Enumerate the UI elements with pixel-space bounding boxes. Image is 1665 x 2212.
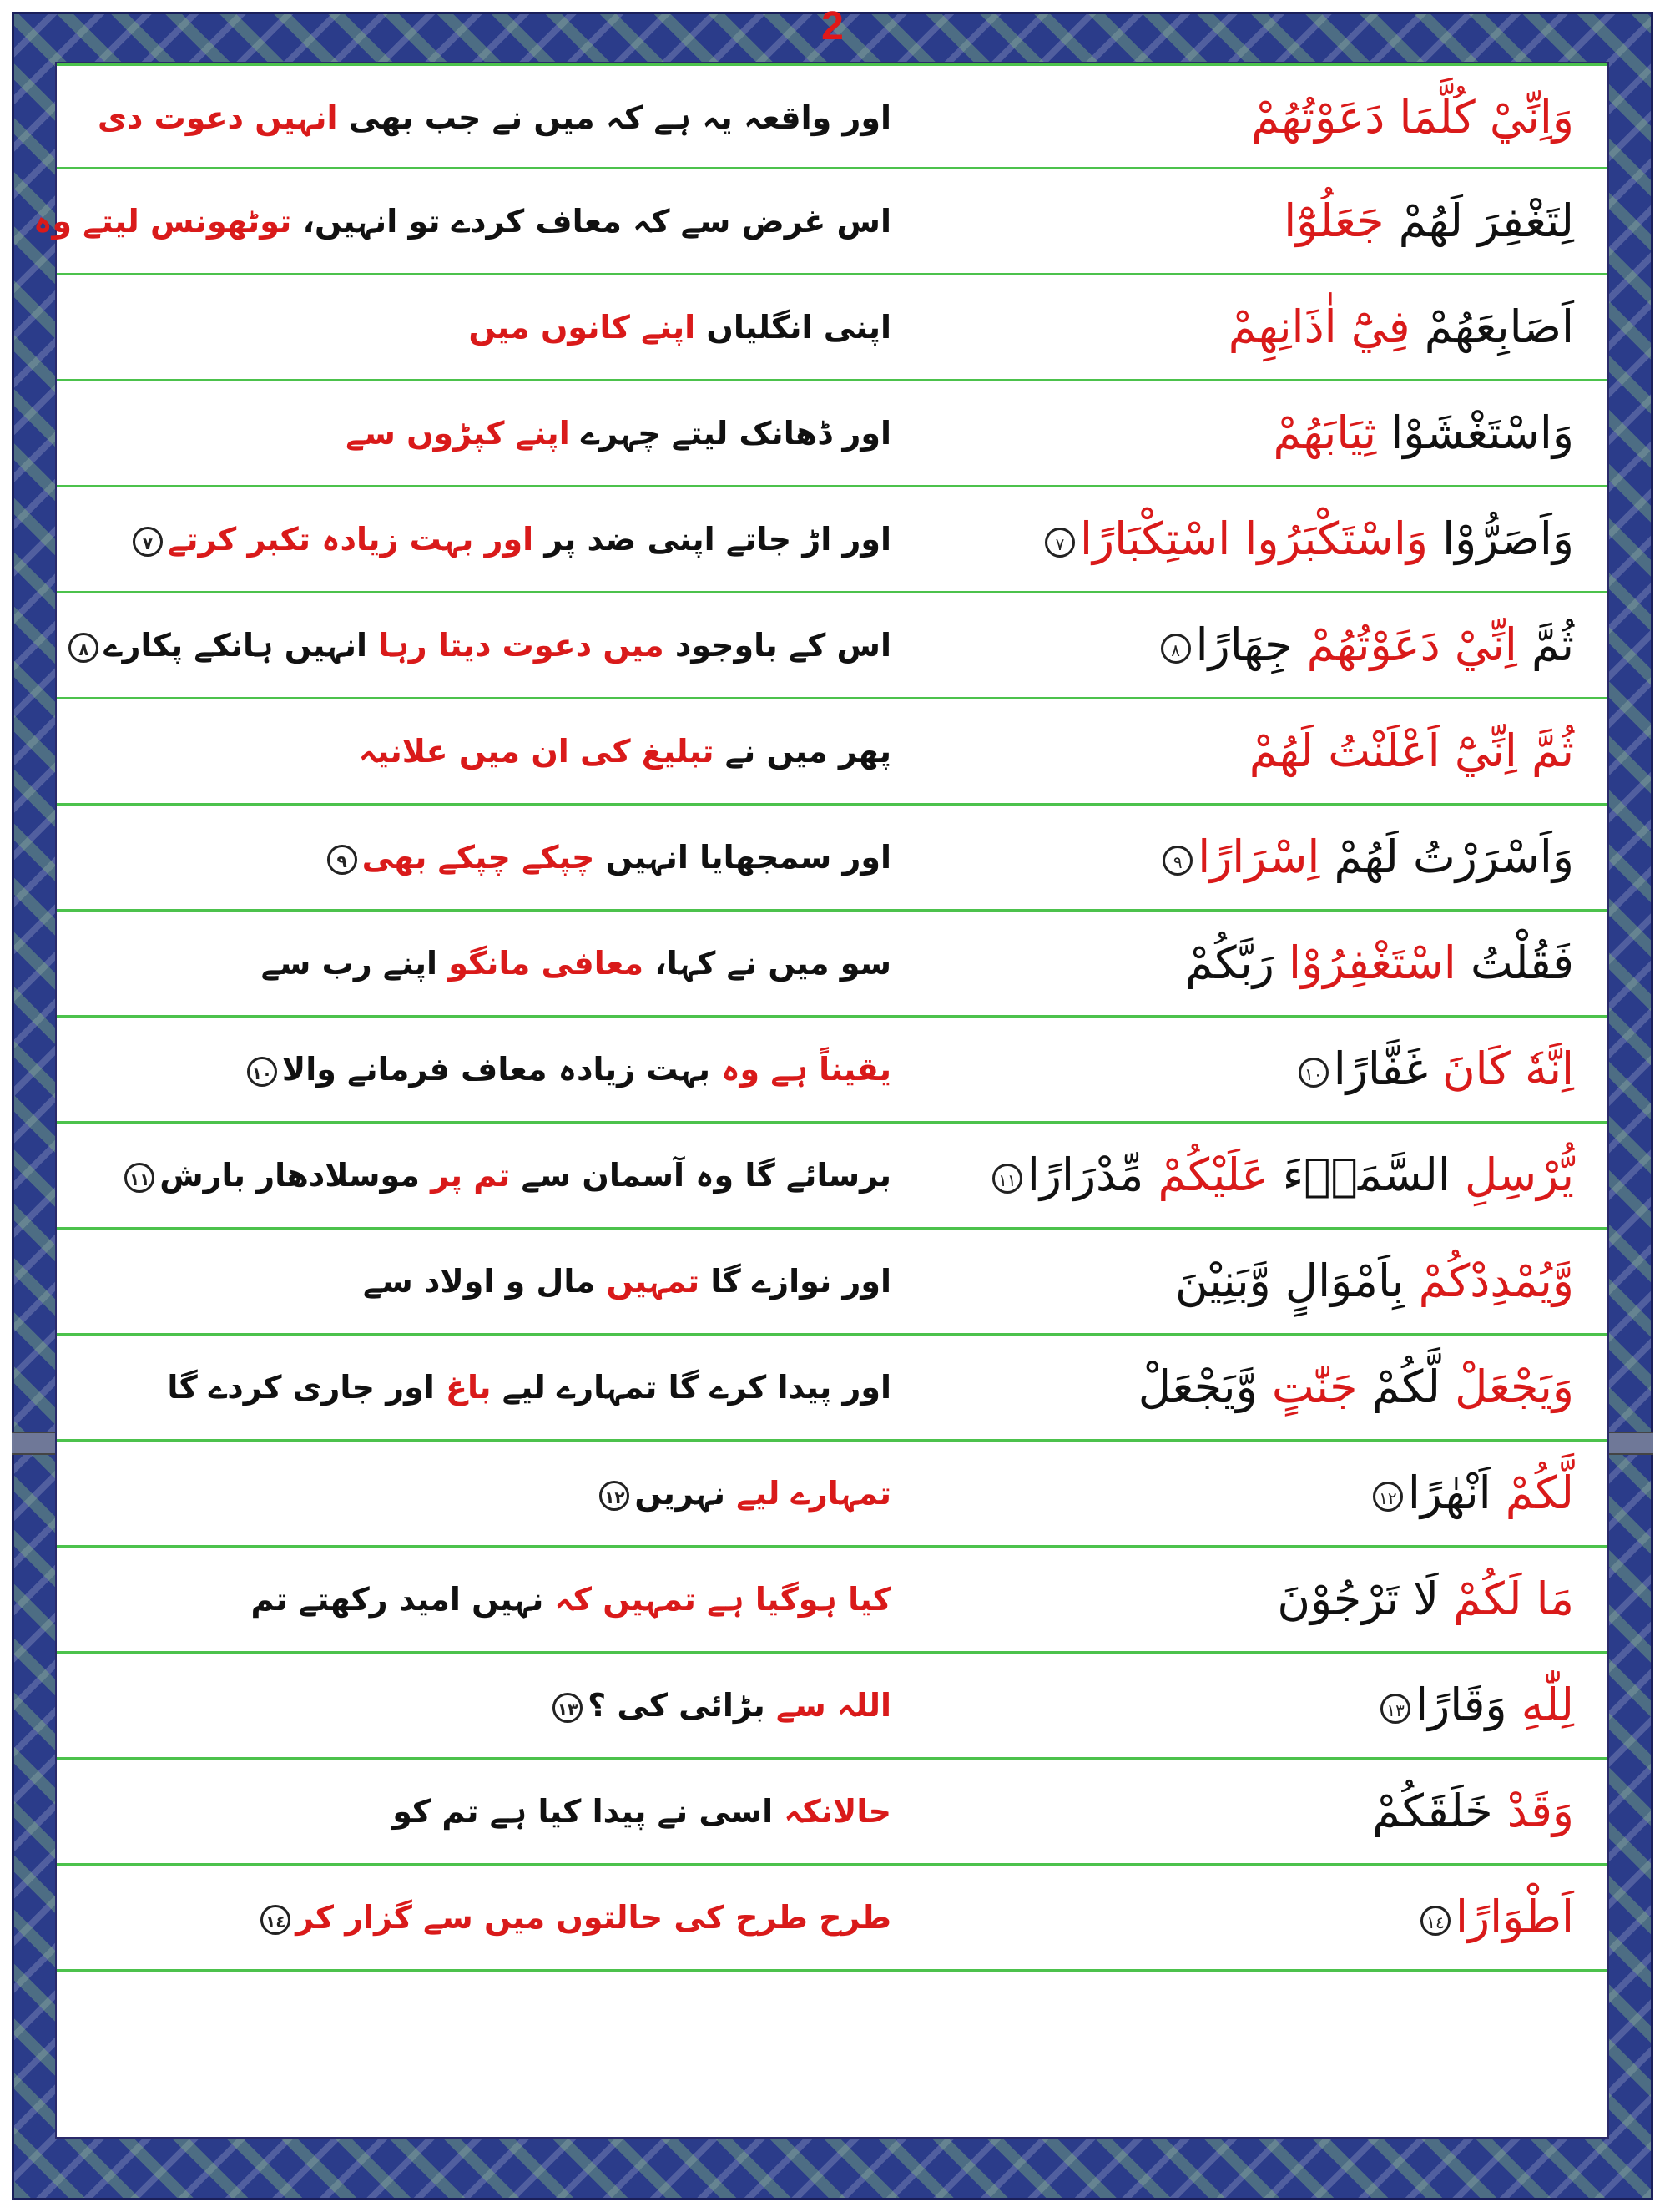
- urdu-translation: [140, 381, 891, 485]
- arabic-verse: [823, 806, 1574, 909]
- arabic-segment: كُلَّمَا دَعَوْتُهُمْ: [1251, 91, 1490, 144]
- urdu-segment: تبلیغ کی ان میں علانیہ: [358, 733, 714, 770]
- verse-number-badge: ٧: [133, 527, 163, 557]
- verse-row: [57, 381, 1607, 487]
- arabic-segment: وَاسْتَغْشَوْا: [1376, 407, 1574, 459]
- arabic-segment: اِنَّهٗ كَانَ: [1427, 1043, 1574, 1095]
- arabic-segment: مَا لَكُمْ: [1439, 1573, 1574, 1625]
- urdu-translation: [140, 1230, 891, 1333]
- verse-row: [57, 63, 1607, 169]
- urdu-translation: [140, 1442, 891, 1545]
- arabic-segment: لَا تَرْجُوْنَ: [1277, 1573, 1440, 1625]
- verse-number-badge: ٩: [1163, 846, 1193, 876]
- arabic-segment: اَصَابِعَهُمْ: [1410, 300, 1574, 353]
- arabic-segment: جَنّٰتٍ: [1271, 1361, 1358, 1413]
- urdu-translation: [140, 275, 891, 379]
- urdu-translation: [78, 593, 891, 697]
- urdu-segment: توٹھونس لیتے وہ: [33, 203, 292, 240]
- verse-number-badge: ١٢: [599, 1481, 629, 1511]
- arabic-verse: [823, 912, 1574, 1015]
- urdu-segment: انہیں ہانکے پکارے: [103, 627, 379, 664]
- arabic-segment: فِيْٓ اٰذَانِهِمْ: [1228, 300, 1410, 353]
- arabic-segment: اِسْرَارًا: [1198, 831, 1320, 883]
- verse-number-badge: ١٠: [1299, 1058, 1329, 1088]
- urdu-segment: مال و اولاد سے: [363, 1263, 607, 1300]
- urdu-segment: اللہ سے: [764, 1687, 891, 1724]
- urdu-segment: بڑائی کی ؟: [588, 1687, 765, 1724]
- urdu-segment: میں دعوت دیتا رہا: [378, 627, 664, 664]
- verse-row: [57, 1018, 1607, 1124]
- arabic-verse: [823, 1230, 1574, 1333]
- arabic-segment: لَّكُمْ: [1491, 1467, 1574, 1519]
- arabic-segment: جَعَلُوْٓا: [1284, 194, 1385, 247]
- verse-row: [57, 1230, 1607, 1336]
- arabic-segment: السَّمَاۗءَ: [1268, 1149, 1451, 1201]
- verse-row: [57, 912, 1607, 1018]
- arabic-verse: [823, 1442, 1574, 1545]
- urdu-segment: تمہیں: [606, 1263, 700, 1300]
- urdu-segment: اسی نے پیدا کیا ہے تم کو: [392, 1793, 785, 1830]
- urdu-segment: اپنی انگلیاں: [695, 309, 891, 346]
- urdu-segment: اپنے کپڑوں سے: [346, 415, 570, 452]
- urdu-segment: اس کے باوجود: [663, 627, 891, 664]
- arabic-verse: [823, 1124, 1574, 1227]
- arabic-segment: غَفَّارًا: [1333, 1043, 1428, 1095]
- urdu-segment: اور نوازے گا: [699, 1263, 891, 1300]
- verse-number-badge: ١١: [124, 1163, 154, 1193]
- arabic-segment: يُّرْسِلِ: [1450, 1149, 1574, 1201]
- urdu-segment: اپنے کانوں میں: [468, 309, 696, 346]
- verse-row: [57, 275, 1607, 381]
- arabic-segment: ثُمَّ اِنِّيْٓ اَعْلَنْتُ لَهُمْ: [1249, 725, 1574, 777]
- verse-row: [57, 1336, 1607, 1442]
- urdu-translation: [140, 1760, 891, 1863]
- verse-number-badge: ١١: [992, 1164, 1022, 1194]
- urdu-segment: اس غرض سے کہ معاف کردے تو انہیں،: [291, 203, 891, 240]
- urdu-translation: [140, 1866, 891, 1969]
- arabic-segment: وَاَسْرَرْتُ لَهُمْ: [1319, 831, 1574, 883]
- arabic-segment: وَّيُمْدِدْكُمْ: [1404, 1255, 1574, 1307]
- urdu-segment: چپکے چپکے بھی: [361, 839, 595, 876]
- urdu-segment: طرح طرح کی حالتوں میں سے گزار کر: [295, 1899, 891, 1936]
- verse-row: [57, 806, 1607, 912]
- verse-number-badge: ١٣: [552, 1693, 583, 1723]
- arabic-segment: وَّيَجْعَلْ: [1138, 1361, 1272, 1413]
- verse-number-badge: ٨: [1161, 634, 1191, 664]
- urdu-segment: اور سمجھایا انہیں: [594, 839, 891, 876]
- urdu-translation: [140, 1654, 891, 1757]
- urdu-translation: [98, 66, 891, 169]
- arabic-segment: رَبَّكُمْ: [1184, 937, 1289, 989]
- arabic-segment: اَنْهٰرًا: [1407, 1467, 1491, 1519]
- verse-row: [57, 593, 1607, 699]
- arabic-segment: فَقُلْتُ: [1456, 937, 1574, 989]
- arabic-segment: وَقَارًا: [1415, 1679, 1507, 1731]
- urdu-segment: پھر میں نے: [714, 733, 891, 770]
- verse-number-badge: ٨: [68, 633, 98, 663]
- verse-row: [57, 1760, 1607, 1866]
- urdu-segment: کیا ہوگیا ہے تمہیں کہ: [554, 1581, 891, 1618]
- urdu-segment: یقیناً ہے وہ: [721, 1051, 891, 1088]
- arabic-segment: اَطْوَارًا: [1456, 1891, 1574, 1943]
- urdu-segment: بہت زیادہ معاف فرمانے والا: [281, 1051, 722, 1088]
- urdu-segment: اور پیدا کرے گا تمہارے لیے: [491, 1369, 891, 1406]
- arabic-verse: [823, 1336, 1574, 1439]
- urdu-segment: موسلادھار بارش: [159, 1157, 431, 1194]
- verse-row: [57, 1548, 1607, 1654]
- urdu-segment: نہریں: [634, 1475, 726, 1512]
- urdu-segment: تم پر: [431, 1157, 511, 1194]
- arabic-segment: اسْتَغْفِرُوْا: [1289, 937, 1456, 989]
- urdu-segment: برسائے گا وہ آسمان سے: [510, 1157, 891, 1194]
- urdu-translation: [140, 1018, 891, 1121]
- arabic-segment: لِلّٰهِ: [1506, 1679, 1574, 1731]
- arabic-segment: بِاَمْوَالٍ وَّبَنِيْنَ: [1174, 1255, 1405, 1307]
- arabic-verse: [823, 593, 1574, 697]
- arabic-verse: [823, 1548, 1574, 1651]
- arabic-verse: [823, 275, 1574, 379]
- arabic-verse: [823, 66, 1574, 169]
- arabic-segment: اِنِّيْ دَعَوْتُهُمْ: [1306, 619, 1517, 671]
- arabic-segment: وَقَدْ: [1492, 1785, 1574, 1837]
- verse-number-badge: ١٤: [1420, 1906, 1451, 1936]
- arabic-segment: وَاسْتَكْبَرُوا اسْتِكْبَارًا: [1080, 513, 1429, 565]
- urdu-segment: اپنے رب سے: [260, 945, 449, 982]
- urdu-segment: حالانکہ: [784, 1793, 891, 1830]
- arabic-segment: لِتَغْفِرَ لَهُمْ: [1384, 194, 1574, 247]
- content-panel: [33, 62, 1609, 2139]
- verse-row: [57, 1866, 1607, 1972]
- verse-row: [57, 1654, 1607, 1760]
- urdu-segment: اور بہت زیادہ تکبر کرتے: [168, 521, 534, 558]
- arabic-segment: ثُمَّ: [1516, 619, 1574, 671]
- arabic-verse: [823, 381, 1574, 485]
- arabic-segment: لَّكُمْ: [1357, 1361, 1440, 1413]
- arabic-segment: جِهَارًا: [1195, 619, 1307, 671]
- arabic-segment: خَلَقَكُمْ: [1372, 1785, 1493, 1837]
- urdu-translation: [140, 699, 891, 803]
- urdu-segment: باغ: [446, 1369, 492, 1406]
- verse-number-badge: ١٠: [247, 1057, 277, 1087]
- urdu-segment: اور جاری کردے گا: [167, 1369, 446, 1406]
- urdu-segment: اور واقعہ یہ ہے کہ میں نے جب بھی: [337, 99, 891, 136]
- urdu-translation: [140, 912, 891, 1015]
- arabic-segment: وَيَجْعَلْ: [1440, 1361, 1574, 1413]
- urdu-segment: اور اڑ جاتے اپنی ضد پر: [533, 521, 891, 558]
- verse-list: [33, 63, 1607, 1972]
- arabic-verse: [823, 1018, 1574, 1121]
- urdu-segment: نہیں امید رکھتے تم: [250, 1581, 555, 1618]
- urdu-segment: انہیں دعوت دی: [98, 99, 338, 136]
- verse-row: [57, 699, 1607, 806]
- arabic-segment: وَاَصَرُّوْا: [1428, 513, 1574, 565]
- verse-number-badge: ٧: [1045, 528, 1075, 558]
- arabic-verse: [823, 487, 1574, 591]
- verse-number-badge: ١٤: [260, 1905, 290, 1935]
- urdu-translation: [140, 1548, 891, 1651]
- arabic-segment: مِّدْرَارًا: [1027, 1149, 1158, 1201]
- arabic-segment: ثِيَابَهُمْ: [1273, 407, 1377, 459]
- urdu-translation: [33, 169, 891, 273]
- verse-row: [57, 487, 1607, 593]
- urdu-segment: اور ڈھانک لیتے چہرے: [569, 415, 891, 452]
- urdu-segment: سو میں نے کہا،: [643, 945, 891, 982]
- arabic-verse: [823, 1760, 1574, 1863]
- urdu-segment: تمہارے لیے: [725, 1475, 891, 1512]
- verse-row: [33, 169, 1607, 275]
- arabic-verse: [823, 169, 1574, 273]
- arabic-verse: [823, 699, 1574, 803]
- urdu-translation: [140, 806, 891, 909]
- verse-number-badge: ٩: [327, 845, 357, 875]
- urdu-translation: [129, 1124, 891, 1227]
- arabic-segment: وَاِنِّيْ: [1489, 91, 1574, 144]
- verse-row: [57, 1124, 1607, 1230]
- urdu-translation: [140, 487, 891, 591]
- verse-row: [57, 1442, 1607, 1548]
- page-number: 2: [821, 4, 844, 48]
- verse-number-badge: ١٣: [1380, 1694, 1410, 1724]
- urdu-segment: معافی مانگو: [448, 945, 644, 982]
- urdu-translation: [140, 1336, 891, 1439]
- arabic-verse: [823, 1654, 1574, 1757]
- arabic-verse: [823, 1866, 1574, 1969]
- verse-number-badge: ١٢: [1373, 1482, 1403, 1512]
- arabic-segment: عَلَيْكُمْ: [1158, 1149, 1269, 1201]
